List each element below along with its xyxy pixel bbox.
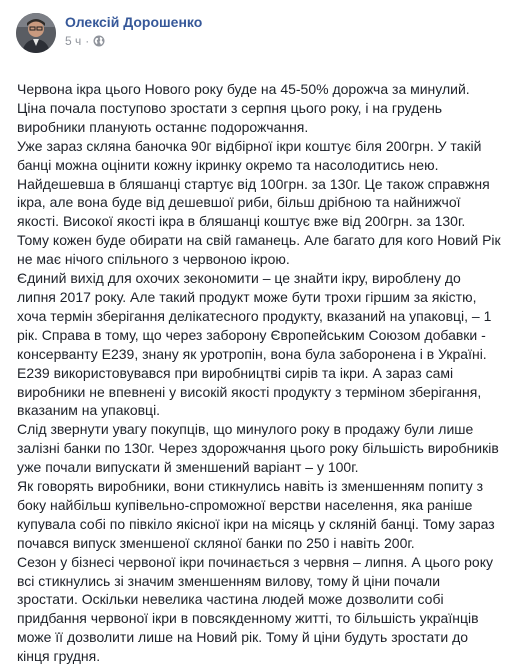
globe-icon[interactable] <box>93 35 105 47</box>
post-paragraph: Уже зараз скляна баночка 90г відбірної ікри коштує біля 200грн. У такій банці можна оцінити кожну ікринку окремо та насолодитись нею. <box>17 137 482 173</box>
post-timestamp[interactable]: 5 ч <box>65 34 82 48</box>
post-time-row <box>65 33 202 49</box>
post-header <box>16 12 505 66</box>
post-paragraph: Найдешевша в бляшанці стартує від 100грн. за 130г. Це також справжня ікра, але вона буде від дешевшої риби, більш дрібною та найнижчої якості. Високої якості ікра в бляшанці коштує вже від 200грн. за 130г. Тому кожен буде обирати на свій гаманець. Але багато для кого Новий Рік не має нічого спільного з червоною ікрою. <box>17 175 501 268</box>
author-name[interactable]: Олексій Дорошенко <box>65 14 203 30</box>
author-avatar[interactable] <box>16 13 56 53</box>
post-paragraph: Як говорять виробники, вони стикнулись навіть із зменшенням попиту з боку найбільш купівельно-спроможної верстви населення, яка раніше купувала собі по півкіло якісної ікри на місяць у скляній банці. Тому зараз почався випуск зменшеної скляної банки по 250 і навіть 200г. <box>17 478 495 551</box>
post-paragraph: Сезон у бізнесі червоної ікри починається з червня – липня. А цього року всі стикнулись зі значим зменшенням вилову, тому й ціни почали зростати. Оскільки невелика частина людей може дозволити собі придбання червоної ікри в повсякденному житті, то більшість українців може її дозволити лише на Новий рік. Тому й ціни будуть зростати до кінця грудня. <box>17 553 493 665</box>
meta-separator: · <box>85 34 90 48</box>
post-paragraph: Єдиний вихід для охочих зекономити – це знайти ікру, вироблену до липня 2017 року. Але такий продукт може бути трохи гіршим за якістю, хоча термін зберігання делікатесного продукту, вказаний на упаковці, – 1 рік. Справа в тому, що через заборону Європейським Союзом добавки - консерванту Е239, знану як уротропін, вона була заборонена і в Україні. Е239 використовувався при виробництві сирів та ікри. А зараз самі виробники не впевнені у високій якості продукту з терміном зберігання, вказаним на упаковці. <box>17 270 492 419</box>
post-paragraph: Червона ікра цього Нового року буде на 45-50% дорожча за минулий. Ціна почала поступово зростати з серпня цього року, і на грудень виробники планують останнє подорожчання. <box>17 81 470 135</box>
post-body <box>16 80 505 666</box>
post-meta <box>65 12 202 49</box>
post-paragraph: Слід звернути увагу покупців, що минулого року в продажу були лише залізні банки по 130г. Через здорожчання цього року більшість виробників уже почали випускати й зменшений варіант – у 100г. <box>17 421 499 476</box>
avatar-photo <box>16 13 56 53</box>
